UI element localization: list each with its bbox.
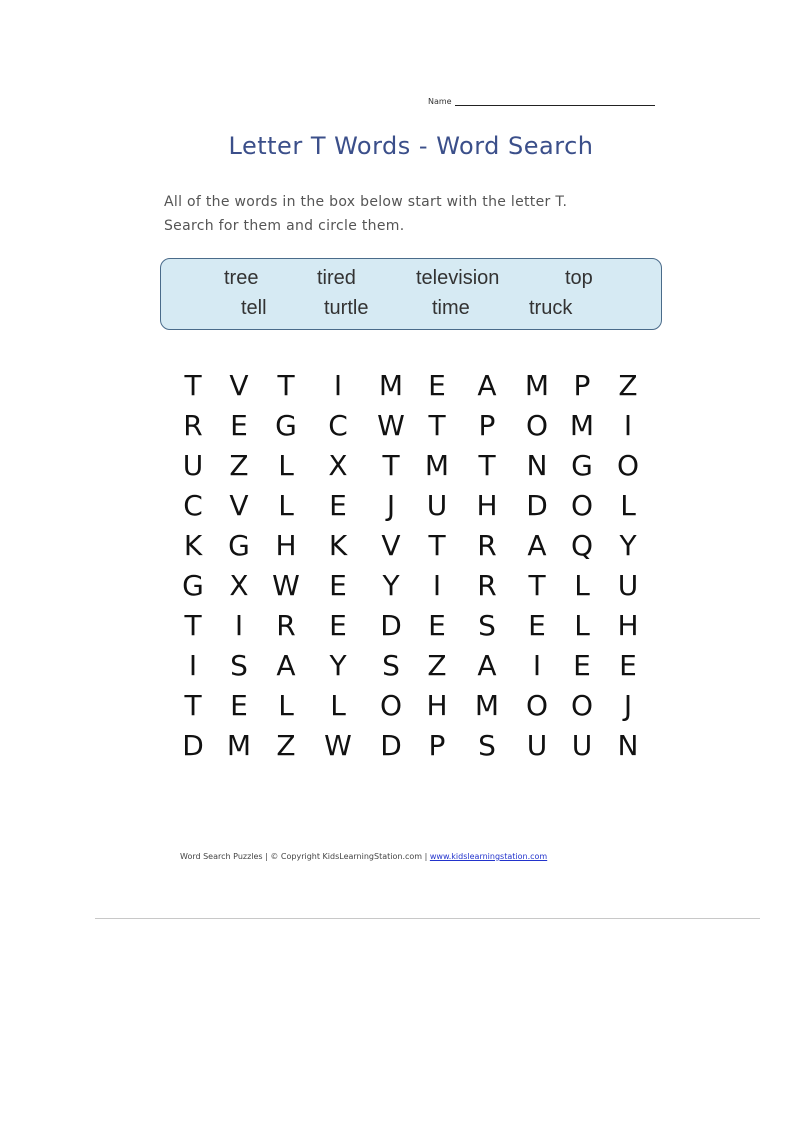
grid-letter: V [229,489,249,522]
grid-letter: W [272,569,300,602]
grid-letter: T [428,529,446,562]
grid-letter: P [573,369,591,402]
grid-letter: U [526,729,548,762]
grid-letter: Y [329,649,347,682]
grid-letter: E [230,409,248,442]
word-bank-item: time [432,297,470,319]
grid-letter: H [476,489,498,522]
grid-letter: S [478,729,496,762]
grid-letter: G [571,449,593,482]
grid-letter: L [278,689,294,722]
grid-letter: S [382,649,400,682]
grid-letter: G [275,409,297,442]
grid-letter: O [525,689,549,722]
word-bank [160,258,662,330]
grid-letter: I [234,609,244,642]
page-title: Letter T Words - Word Search [228,132,594,160]
grid-letter: L [330,689,346,722]
grid-letter: X [229,569,249,602]
grid-letter: N [526,449,548,482]
grid-letter: E [230,689,248,722]
grid-letter: Z [618,369,638,402]
grid-letter: I [432,569,442,602]
divider [95,918,760,919]
grid-letter: A [477,369,497,402]
grid-letter: M [569,409,595,442]
grid-letter: W [377,409,405,442]
word-bank-item: truck [529,297,573,319]
word-bank-item: top [565,267,593,289]
footer-link[interactable]: www.kidslearningstation.com [429,852,548,861]
grid-letter: L [278,449,294,482]
grid-letter: E [573,649,591,682]
grid-letter: D [526,489,548,522]
grid-letter: E [329,609,347,642]
grid-letter: O [379,689,403,722]
grid-letter: O [570,689,594,722]
grid-letter: H [275,529,297,562]
grid-letter: S [478,609,496,642]
grid-letter: T [184,369,202,402]
instructions [164,190,664,238]
grid-letter: Z [229,449,249,482]
footer [180,852,547,861]
grid-letter: O [525,409,549,442]
grid-letter: U [426,489,448,522]
name-underline [455,97,655,106]
grid-letter: I [623,409,633,442]
grid-letter: H [426,689,448,722]
grid-letter: E [329,569,347,602]
grid-letter: K [328,529,348,562]
grid-letter: A [477,649,497,682]
instructions-line-1: All of the words in the box below start with the letter T. [164,194,568,210]
grid-letter: W [324,729,352,762]
grid-letter: M [474,689,500,722]
grid-letter: R [183,409,203,442]
name-field [428,97,655,106]
grid-letter: E [619,649,637,682]
grid-letter: L [574,569,590,602]
grid-letter: T [277,369,295,402]
grid-letter: Q [570,529,594,562]
grid-letter: Y [619,529,637,562]
grid-letter: Z [427,649,447,682]
grid-letter: Z [276,729,296,762]
grid-letter: I [532,649,542,682]
grid-letter: T [382,449,400,482]
grid-letter: P [478,409,496,442]
grid-letter: A [276,649,296,682]
grid-letter: E [428,609,446,642]
word-bank-item: turtle [324,297,369,319]
grid-letter: M [378,369,404,402]
grid-letter: H [617,609,639,642]
grid-letter: M [424,449,450,482]
grid-letter: M [524,369,550,402]
grid-letter: L [574,609,590,642]
grid-letter: J [386,489,396,522]
grid-letter: D [380,609,402,642]
footer-copyright: Word Search Puzzles | © Copyright KidsLearningStation.com | [180,852,430,861]
grid-letter: A [527,529,547,562]
grid-letter: U [182,449,204,482]
grid-letter: U [571,729,593,762]
grid-letter: E [329,489,347,522]
grid-letter: T [528,569,546,602]
instructions-line-2: Search for them and circle them. [164,218,405,234]
grid-letter: V [381,529,401,562]
grid-letter: P [428,729,446,762]
grid-letter: N [617,729,639,762]
grid-letter: G [228,529,250,562]
word-bank-item: tired [317,267,356,289]
grid-letter: T [184,609,202,642]
grid-letter: L [620,489,636,522]
grid-letter: U [617,569,639,602]
grid-letter: R [477,569,497,602]
grid-letter: V [229,369,249,402]
word-bank-item: tree [224,267,259,289]
grid-letter: T [428,409,446,442]
grid-letter: C [183,489,203,522]
grid-letter: R [477,529,497,562]
grid-letter: X [328,449,348,482]
grid-letter: J [623,689,633,722]
grid-letter: D [182,729,204,762]
grid-letter: D [380,729,402,762]
grid-letter: I [333,369,343,402]
grid-letter: C [328,409,348,442]
grid-letter: E [528,609,546,642]
grid-letter: M [226,729,252,762]
grid-letter: S [230,649,248,682]
grid-letter: I [188,649,198,682]
word-bank-item: tell [241,297,267,319]
grid-letter: T [478,449,496,482]
grid-letter: O [570,489,594,522]
grid-letter: G [182,569,204,602]
grid-letter: O [616,449,640,482]
grid-letter: Y [382,569,400,602]
name-label: Name [428,97,452,106]
grid-letter: K [183,529,203,562]
grid-letter: L [278,489,294,522]
word-bank-item: television [416,267,500,289]
grid-letter: E [428,369,446,402]
grid-letter: R [276,609,296,642]
grid-letter: T [184,689,202,722]
